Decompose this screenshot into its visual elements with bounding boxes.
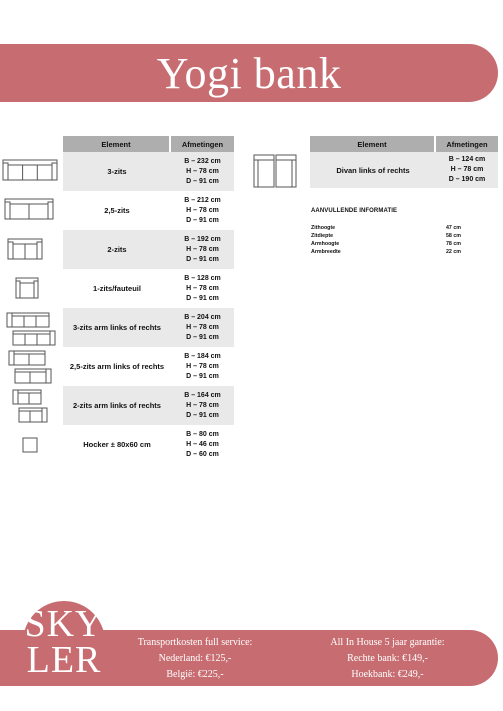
info-title: AANVULLENDE INFORMATIE xyxy=(311,208,398,214)
height-value: H – 78 cm xyxy=(186,284,219,292)
column-header-element: Element xyxy=(63,136,171,152)
transport-be: België: €225,- xyxy=(166,669,224,680)
element-label: 2,5-zits xyxy=(104,206,130,215)
info-label: Zitdiepte xyxy=(311,233,334,239)
dimensions-cell xyxy=(171,425,234,464)
table-row xyxy=(63,230,234,269)
sofa-3-seat-arm-icon xyxy=(6,312,56,346)
info-row xyxy=(311,240,461,248)
width-value: B – 232 cm xyxy=(184,157,221,165)
width-value: B – 204 cm xyxy=(184,313,221,321)
info-value: 22 cm xyxy=(445,249,461,255)
skyler-logo xyxy=(23,601,105,683)
dimensions-cell xyxy=(171,152,234,191)
height-value: H – 78 cm xyxy=(186,362,219,370)
transport-costs xyxy=(120,635,270,683)
width-value: B – 128 cm xyxy=(184,274,221,282)
depth-value: D – 91 cm xyxy=(186,216,219,224)
sofa-2-seat-icon xyxy=(7,238,43,260)
table-row xyxy=(63,152,234,191)
depth-value: D – 91 cm xyxy=(186,177,219,185)
warranty-info xyxy=(310,635,465,683)
info-value: 58 cm xyxy=(445,233,461,239)
element-label: Divan links of rechts xyxy=(336,165,410,175)
width-value: B – 164 cm xyxy=(184,391,221,399)
dimensions-cell xyxy=(171,191,234,230)
sofa-2-5-seat-arm-icon xyxy=(8,350,52,384)
element-label: 3-zits xyxy=(107,167,127,176)
height-value: H – 78 cm xyxy=(186,206,219,214)
transport-title: Transportkosten full service: xyxy=(137,637,253,648)
height-value: H – 46 cm xyxy=(186,440,219,448)
depth-value: D – 190 cm xyxy=(448,176,486,183)
depth-value: D – 91 cm xyxy=(186,333,219,341)
right-dimensions-table xyxy=(310,136,498,188)
page-title: Yogi bank xyxy=(156,48,342,98)
element-label: 2-zits arm links of rechts xyxy=(73,401,161,410)
dimensions-cell xyxy=(436,152,498,188)
height-value: H – 78 cm xyxy=(186,323,219,331)
divan-icon xyxy=(253,154,297,188)
table-row xyxy=(63,425,234,464)
logo-text-top: SKY xyxy=(24,603,104,645)
depth-value: D – 91 cm xyxy=(186,372,219,380)
transport-nl: Nederland: €125,- xyxy=(158,653,232,664)
element-label: Hocker ± 80x60 cm xyxy=(83,440,151,449)
info-row xyxy=(311,232,461,240)
height-value: H – 78 cm xyxy=(450,166,484,173)
depth-value: D – 91 cm xyxy=(186,294,219,302)
table-row xyxy=(310,152,498,188)
warranty-title: All In House 5 jaar garantie: xyxy=(330,637,445,648)
table-header xyxy=(310,136,498,152)
width-value: B – 212 cm xyxy=(184,196,221,204)
sofa-3-seat-icon xyxy=(2,159,58,181)
left-dimensions-table xyxy=(63,136,234,464)
element-label: 2-zits xyxy=(107,245,127,254)
hocker-icon xyxy=(22,437,38,453)
table-row xyxy=(63,386,234,425)
info-label: Armbreedte xyxy=(311,249,341,255)
info-list xyxy=(311,224,461,256)
height-value: H – 78 cm xyxy=(186,401,219,409)
dimensions-cell xyxy=(171,347,234,386)
info-value: 47 cm xyxy=(445,225,461,231)
dimensions-cell xyxy=(171,230,234,269)
info-row xyxy=(311,248,461,256)
table-row xyxy=(63,269,234,308)
depth-value: D – 60 cm xyxy=(186,450,219,458)
column-header-dimensions: Afmetingen xyxy=(446,139,488,149)
height-value: H – 78 cm xyxy=(186,245,219,253)
warranty-straight: Rechte bank: €149,- xyxy=(347,653,428,664)
element-label: 1-zits/fauteuil xyxy=(93,284,141,293)
table-header xyxy=(63,136,234,152)
dimensions-cell xyxy=(171,308,234,347)
dimensions-cell xyxy=(171,386,234,425)
logo-text-bottom: LER xyxy=(26,639,102,681)
info-label: Armhoogte xyxy=(311,241,340,247)
depth-value: D – 91 cm xyxy=(186,255,219,263)
info-label: Zithoogte xyxy=(311,225,336,231)
info-row xyxy=(311,224,461,232)
dimensions-cell xyxy=(171,269,234,308)
sofa-2-5-seat-icon xyxy=(4,198,54,220)
armchair-icon xyxy=(15,277,39,299)
title-band xyxy=(0,44,498,102)
column-header-element: Element xyxy=(310,136,436,152)
width-value: B – 124 cm xyxy=(448,156,486,163)
column-header-dimensions: Afmetingen xyxy=(181,139,224,149)
width-value: B – 192 cm xyxy=(184,235,221,243)
width-value: B – 80 cm xyxy=(186,430,219,438)
info-value: 78 cm xyxy=(445,241,461,247)
warranty-corner: Hoekbank: €249,- xyxy=(351,669,424,680)
table-row xyxy=(63,308,234,347)
depth-value: D – 91 cm xyxy=(186,411,219,419)
width-value: B – 184 cm xyxy=(184,352,221,360)
table-row xyxy=(63,347,234,386)
height-value: H – 78 cm xyxy=(186,167,219,175)
sofa-2-seat-arm-icon xyxy=(12,389,48,423)
table-row xyxy=(63,191,234,230)
element-label: 3-zits arm links of rechts xyxy=(73,323,161,332)
element-label: 2,5-zits arm links of rechts xyxy=(69,362,165,371)
